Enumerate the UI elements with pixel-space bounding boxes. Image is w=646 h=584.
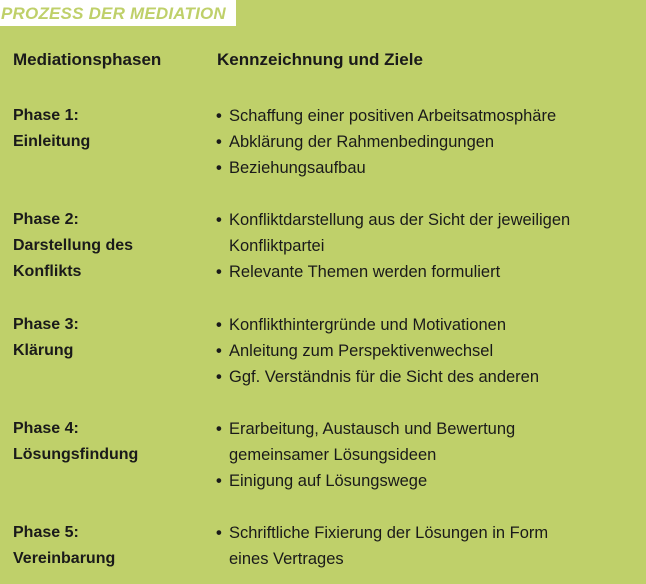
goal-point <box>216 155 556 181</box>
phase-label-line: Lösungsfindung <box>13 446 139 463</box>
goal-point-text: Konfliktpartei <box>229 237 325 255</box>
goal-point <box>216 364 539 390</box>
phase-label <box>13 520 115 572</box>
goal-point <box>216 103 556 129</box>
bullet-icon: • <box>216 211 222 229</box>
phase-label-line: Phase 3: <box>13 316 79 333</box>
goal-point-text: Ggf. Verständnis für die Sicht des anderen <box>229 368 540 386</box>
goal-point-text: gemeinsamer Lösungsideen <box>229 446 437 464</box>
goal-point-text: Konfliktdarstellung aus der Sicht der jeweiligen <box>229 211 571 229</box>
phase-label-line: Phase 1: <box>13 107 79 124</box>
goal-point-text: Anleitung zum Perspektivenwechsel <box>229 342 494 360</box>
bullet-icon: • <box>216 159 222 177</box>
goal-point-text: Schriftliche Fixierung der Lösungen in Form <box>229 524 549 542</box>
goal-point <box>216 312 539 338</box>
phase-label-line: Klärung <box>13 342 74 359</box>
table-header <box>0 50 646 76</box>
goal-point-text: Konflikthintergründe und Motivationen <box>229 316 507 334</box>
phase-label-line: Vereinbarung <box>13 550 116 567</box>
goal-point <box>216 129 556 155</box>
goal-point <box>216 520 548 572</box>
bullet-icon: • <box>216 263 222 281</box>
goal-points <box>216 207 570 285</box>
goal-point-text: Erarbeitung, Austausch und Bewertung <box>229 420 516 438</box>
bullet-icon: • <box>216 316 222 334</box>
goal-points <box>216 103 556 181</box>
header-phases: Mediationsphasen <box>13 50 162 69</box>
goal-point <box>216 338 539 364</box>
goal-point-text: Schaffung einer positiven Arbeitsatmosphäre <box>229 107 557 125</box>
bullet-icon: • <box>216 420 222 438</box>
phase-label-line: Phase 5: <box>13 524 79 541</box>
phase-label-line: Phase 4: <box>13 420 79 437</box>
bullet-icon: • <box>216 524 222 542</box>
phase-label <box>13 103 90 155</box>
phase-label-line: Darstellung des <box>13 237 134 254</box>
goal-point-text: eines Vertrages <box>229 550 344 568</box>
bullet-icon: • <box>216 107 222 125</box>
bullet-icon: • <box>216 342 222 360</box>
bullet-icon: • <box>216 368 222 386</box>
goal-point-text: Einigung auf Lösungswege <box>229 472 428 490</box>
page-title: PROZESS DER MEDIATION <box>1 4 226 23</box>
title-tab <box>0 0 236 26</box>
phase-label-line: Konflikts <box>13 263 82 280</box>
goal-points <box>216 312 539 390</box>
bullet-icon: • <box>216 133 222 151</box>
goal-point <box>216 259 570 285</box>
goal-points <box>216 416 515 494</box>
goal-point-text: Relevante Themen werden formuliert <box>229 263 501 281</box>
goal-point <box>216 207 570 259</box>
phase-label-line: Einleitung <box>13 133 91 150</box>
goal-point-text: Abklärung der Rahmenbedingungen <box>229 133 495 151</box>
goal-point <box>216 468 515 494</box>
phase-label <box>13 312 79 364</box>
header-goals: Kennzeichnung und Ziele <box>217 50 423 69</box>
phase-label <box>13 416 138 468</box>
phase-label-line: Phase 2: <box>13 211 79 228</box>
bullet-icon: • <box>216 472 222 490</box>
phase-label <box>13 207 133 285</box>
goal-point-text: Beziehungsaufbau <box>229 159 366 177</box>
goal-point <box>216 416 515 468</box>
goal-points <box>216 520 548 572</box>
